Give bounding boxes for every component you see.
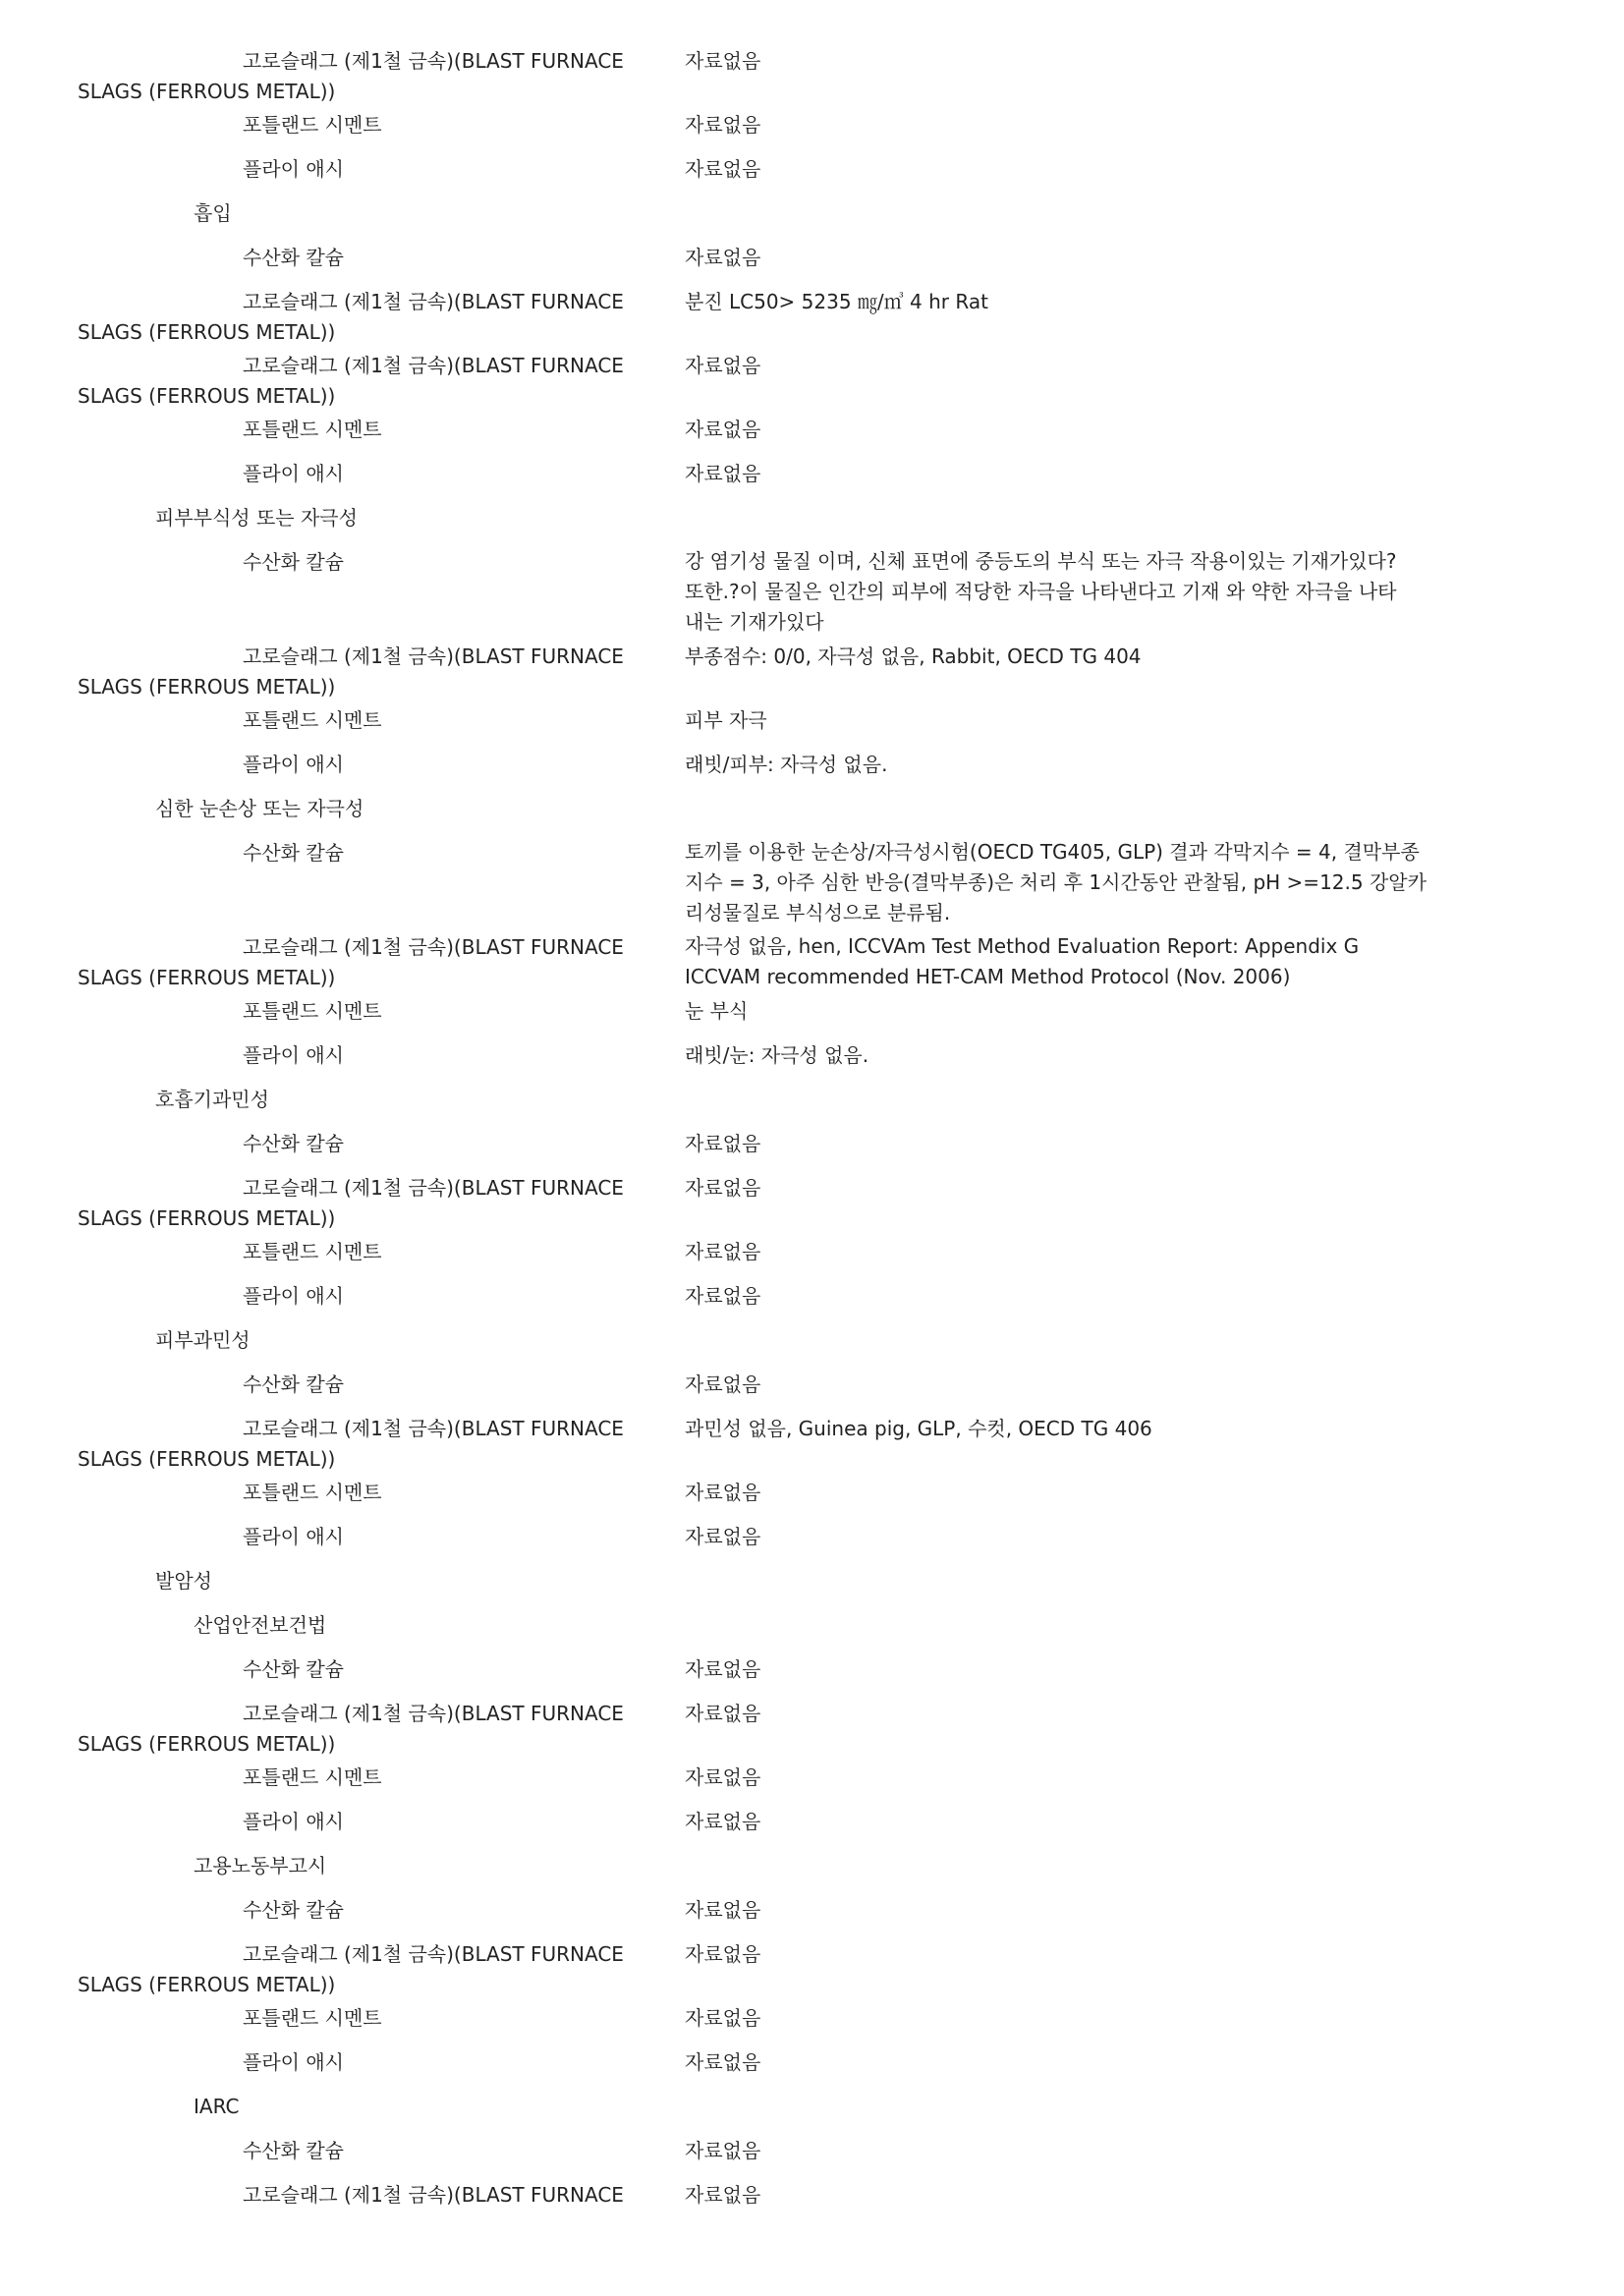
substance-value: 피부 자극 <box>685 708 767 732</box>
substance-name-continued: SLAGS (FERROUS METAL)) <box>78 1973 336 1996</box>
substance-value: 자료없음 <box>685 113 761 137</box>
substance-name: 포틀랜드 시멘트 <box>243 1240 382 1263</box>
substance-row <box>0 286 1624 350</box>
section-heading-respiratory-sensitization: 호흡기과민성 <box>155 1088 269 1111</box>
substance-name: 플라이 애시 <box>243 2050 344 2074</box>
substance-name: 수산화 칼슘 <box>243 1657 344 1681</box>
substance-value: 부종점수: 0/0, 자극성 없음, Rabbit, OECD TG 404 <box>685 644 1142 668</box>
substance-name: 고로슬래그 (제1철 금속)(BLAST FURNACE <box>243 290 624 313</box>
substance-value: 자료없음 <box>685 1702 761 1725</box>
substance-value: 자료없음 <box>685 418 761 441</box>
substance-name: 플라이 애시 <box>243 462 344 485</box>
section-heading-skin-sensitization: 피부과민성 <box>155 1328 251 1352</box>
substance-name: 고로슬래그 (제1철 금속)(BLAST FURNACE <box>243 1417 624 1440</box>
substance-name-continued: SLAGS (FERROUS METAL)) <box>78 966 336 989</box>
substance-row <box>0 1521 1624 1565</box>
substance-row <box>0 995 1624 1039</box>
substance-row <box>0 1413 1624 1477</box>
substance-row <box>0 242 1624 286</box>
substance-value: 자료없음 <box>685 1765 761 1789</box>
substance-row <box>0 1894 1624 1938</box>
substance-name: 포틀랜드 시멘트 <box>243 999 382 1023</box>
substance-name: 고로슬래그 (제1철 금속)(BLAST FURNACE <box>243 1176 624 1200</box>
substance-name-continued: SLAGS (FERROUS METAL)) <box>78 675 336 699</box>
substance-value: 자료없음 <box>685 1240 761 1263</box>
substance-row <box>0 1762 1624 1806</box>
substance-name: 고로슬래그 (제1철 금속)(BLAST FURNACE <box>243 1702 624 1725</box>
substance-value: 자료없음 <box>685 462 761 485</box>
substance-row <box>0 1653 1624 1698</box>
document-page <box>0 45 1624 2223</box>
substance-value: 눈 부식 <box>685 999 749 1023</box>
substance-name: 고로슬래그 (제1철 금속)(BLAST FURNACE <box>243 644 624 668</box>
substance-name: 포틀랜드 시멘트 <box>243 2006 382 2030</box>
substance-row <box>0 2046 1624 2091</box>
section-heading-eye-damage: 심한 눈손상 또는 자극성 <box>155 797 364 820</box>
substance-name-continued: SLAGS (FERROUS METAL)) <box>78 1206 336 1230</box>
substance-row <box>0 1698 1624 1762</box>
substance-value: 자료없음 <box>685 1810 761 1833</box>
substance-value: 자료없음 <box>685 2183 761 2207</box>
substance-value: 토끼를 이용한 눈손상/자극성시험(OECD TG405, GLP) 결과 각막지수 = 4, 결막부종 지수 = 3, 아주 심한 반응(결막부종)은 처리 후 1시간동안 관찰됨, pH >=12.5 강알카 리성물질로 부식성으로 분류됨. <box>685 840 1427 924</box>
section-heading-inhalation: 흡입 <box>194 201 232 225</box>
substance-name: 플라이 애시 <box>243 753 344 776</box>
substance-name: 포틀랜드 시멘트 <box>243 418 382 441</box>
substance-row <box>0 1369 1624 1413</box>
substance-name-continued: SLAGS (FERROUS METAL)) <box>78 1732 336 1756</box>
substance-row <box>0 1938 1624 2002</box>
substance-name: 포틀랜드 시멘트 <box>243 1481 382 1504</box>
section-heading-carcinogenicity: 발암성 <box>155 1569 212 1593</box>
substance-name: 포틀랜드 시멘트 <box>243 113 382 137</box>
substance-row <box>0 2135 1624 2179</box>
substance-name: 수산화 칼슘 <box>243 841 344 865</box>
substance-value: 자료없음 <box>685 1481 761 1504</box>
substance-name-continued: SLAGS (FERROUS METAL)) <box>78 80 336 103</box>
substance-row <box>0 1236 1624 1280</box>
substance-name-continued: SLAGS (FERROUS METAL)) <box>78 320 336 344</box>
substance-row <box>0 1477 1624 1521</box>
substance-row <box>0 837 1624 931</box>
substance-value: 자극성 없음, hen, ICCVAm Test Method Evaluation Report: Appendix G ICCVAM recommended HET-CAM Method Protocol (Nov. 2006) <box>685 934 1360 988</box>
substance-name: 고로슬래그 (제1철 금속)(BLAST FURNACE <box>243 1942 624 1966</box>
subsection-heading-osha: 산업안전보건법 <box>194 1613 327 1637</box>
substance-name: 고로슬래그 (제1철 금속)(BLAST FURNACE <box>243 354 624 377</box>
substance-value: 자료없음 <box>685 354 761 377</box>
substance-row <box>0 641 1624 704</box>
substance-name-continued: SLAGS (FERROUS METAL)) <box>78 384 336 408</box>
substance-value: 자료없음 <box>685 1372 761 1396</box>
substance-row <box>0 749 1624 793</box>
substance-value: 자료없음 <box>685 1284 761 1308</box>
substance-name: 고로슬래그 (제1철 금속)(BLAST FURNACE <box>243 2183 624 2207</box>
section-heading-skin-corrosion: 피부부식성 또는 자극성 <box>155 506 358 530</box>
substance-row <box>0 931 1624 995</box>
substance-row <box>0 350 1624 414</box>
substance-value: 자료없음 <box>685 2006 761 2030</box>
substance-value: 자료없음 <box>685 1525 761 1548</box>
substance-value: 자료없음 <box>685 2139 761 2162</box>
substance-name: 고로슬래그 (제1철 금속)(BLAST FURNACE <box>243 49 624 73</box>
substance-row <box>0 1280 1624 1324</box>
substance-name: 수산화 칼슘 <box>243 246 344 269</box>
substance-value: 자료없음 <box>685 2050 761 2074</box>
substance-row <box>0 109 1624 153</box>
substance-name: 플라이 애시 <box>243 1525 344 1548</box>
substance-value: 래빗/눈: 자극성 없음. <box>685 1043 869 1067</box>
substance-name: 고로슬래그 (제1철 금속)(BLAST FURNACE <box>243 935 624 959</box>
substance-name: 포틀랜드 시멘트 <box>243 708 382 732</box>
substance-name: 수산화 칼슘 <box>243 1898 344 1922</box>
substance-name: 플라이 애시 <box>243 157 344 181</box>
substance-name: 수산화 칼슘 <box>243 2139 344 2162</box>
substance-row <box>0 1128 1624 1172</box>
substance-row <box>0 704 1624 749</box>
subsection-heading-iarc: IARC <box>194 2095 240 2118</box>
substance-name: 수산화 칼슘 <box>243 550 344 574</box>
substance-value: 자료없음 <box>685 246 761 269</box>
substance-value: 래빗/피부: 자극성 없음. <box>685 753 888 776</box>
substance-row <box>0 45 1624 109</box>
substance-name: 수산화 칼슘 <box>243 1132 344 1155</box>
substance-row <box>0 1172 1624 1236</box>
substance-name: 플라이 애시 <box>243 1043 344 1067</box>
substance-row <box>0 2002 1624 2046</box>
substance-row <box>0 1806 1624 1850</box>
substance-value: 자료없음 <box>685 1942 761 1966</box>
substance-name: 수산화 칼슘 <box>243 1372 344 1396</box>
substance-row <box>0 546 1624 641</box>
substance-value: 과민성 없음, Guinea pig, GLP, 수컷, OECD TG 406 <box>685 1417 1152 1440</box>
substance-name: 포틀랜드 시멘트 <box>243 1765 382 1789</box>
substance-value: 자료없음 <box>685 49 761 73</box>
substance-name: 플라이 애시 <box>243 1810 344 1833</box>
substance-row <box>0 2179 1624 2223</box>
substance-value: 자료없음 <box>685 1176 761 1200</box>
substance-value: 자료없음 <box>685 1132 761 1155</box>
substance-value: 분진 LC50> 5235 ㎎/㎥ 4 hr Rat <box>685 290 988 313</box>
substance-name-continued: SLAGS (FERROUS METAL)) <box>78 1447 336 1471</box>
substance-value: 강 염기성 물질 이며, 신체 표면에 중등도의 부식 또는 자극 작용이있는 기재가있다? 또한.?이 물질은 인간의 피부에 적당한 자극을 나타낸다고 기재 와 약한 자극을 나타 내는 기재가있다 <box>685 549 1397 634</box>
substance-value: 자료없음 <box>685 1898 761 1922</box>
substance-row <box>0 414 1624 458</box>
substance-value: 자료없음 <box>685 157 761 181</box>
substance-row <box>0 458 1624 502</box>
subsection-heading-moel: 고용노동부고시 <box>194 1854 327 1877</box>
substance-row <box>0 153 1624 197</box>
substance-value: 자료없음 <box>685 1657 761 1681</box>
substance-name: 플라이 애시 <box>243 1284 344 1308</box>
substance-row <box>0 1039 1624 1084</box>
